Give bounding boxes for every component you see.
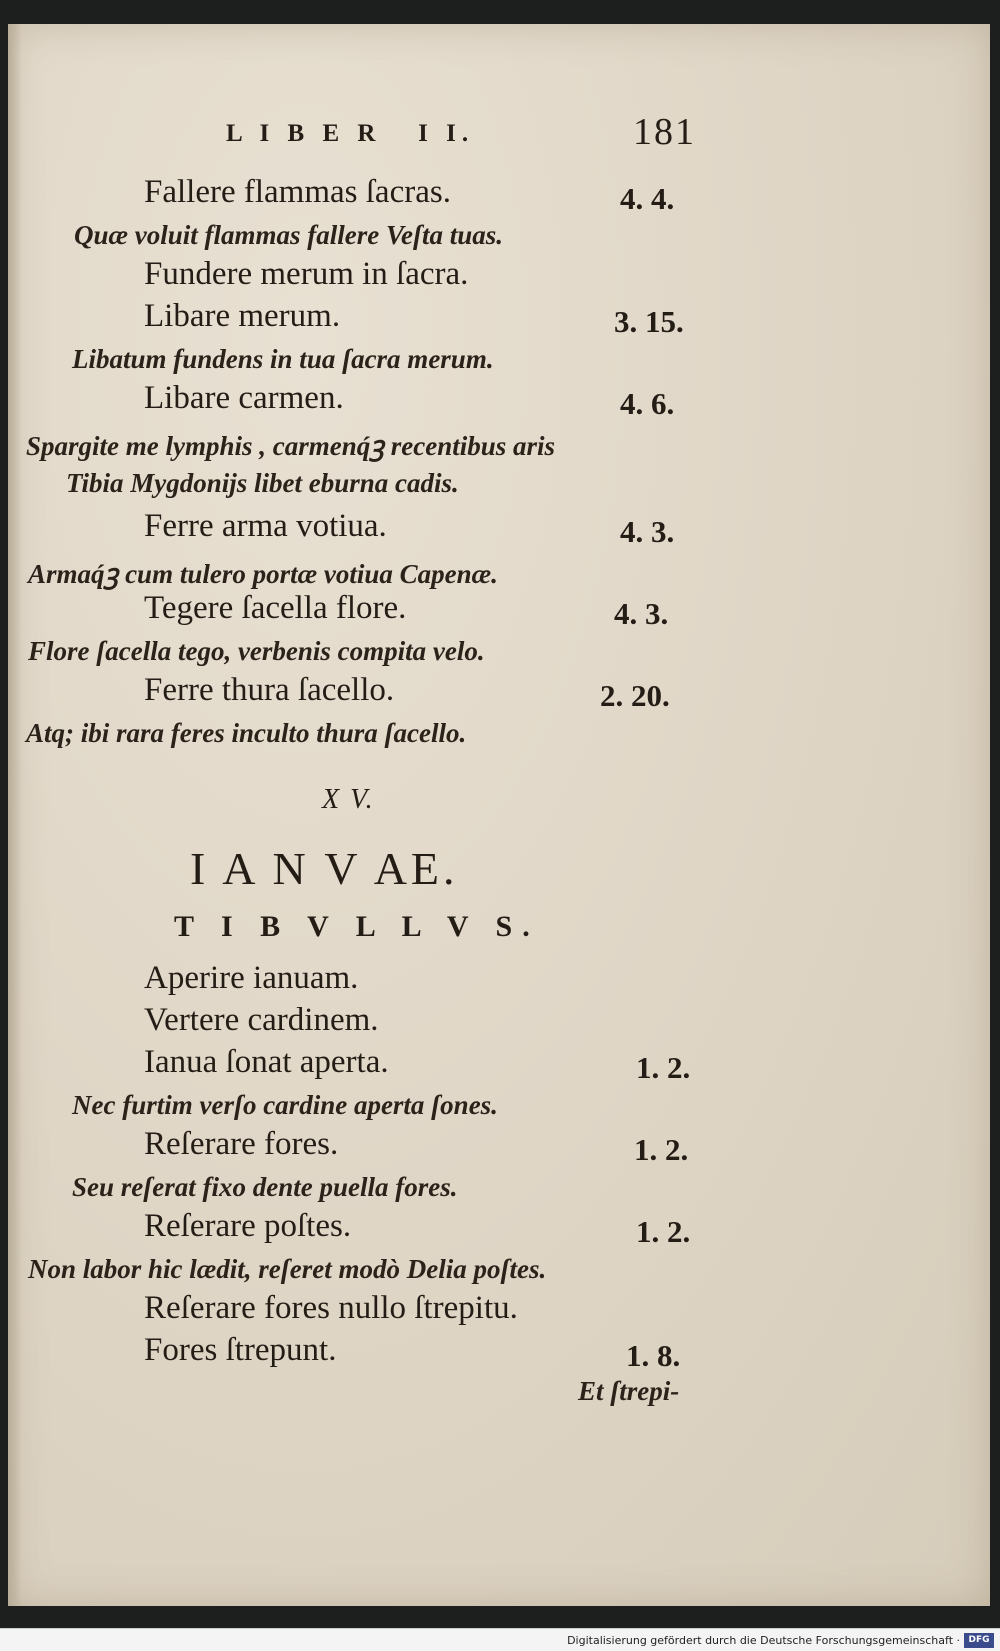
page-number: 181 [633,111,696,153]
entry-phrase: Tegere ſacella flore. [144,590,407,626]
entry-phrase: Ferre arma votiua. [144,508,387,544]
footer-attribution: Digitalisierung gefördert durch die Deutsche Forschungsgemeinschaft · [567,1634,960,1647]
entry-phrase: Aperire ianuam. [144,960,359,996]
entry-quotation: Flore ſacella tego, verbenis compita velo. [28,636,485,666]
entry-phrase: Fundere merum in ſacra. [144,256,469,292]
entry-quotation: Spargite me lymphis , carmenq́ꝫ recentibus aris [26,431,556,461]
entry-quotation: Quæ voluit flammas fallere Veſta tuas. [74,220,504,250]
entry-reference: 4. 4. [620,181,675,216]
entry-phrase: Fallere flammas ſacras. [144,174,451,210]
entry-reference: 4. 3. [620,514,675,549]
entry-reference: 1. 2. [636,1214,691,1249]
entry-quotation: Armaq́ꝫ cum tulero portæ votiua Capenæ. [28,559,498,589]
entry-phrase: Ianua ſonat aperta. [144,1044,389,1080]
entry-reference: 1. 2. [634,1132,689,1167]
entry-phrase: Reſerare fores nullo ſtrepitu. [144,1290,518,1326]
entry-phrase: Libare merum. [144,298,341,334]
section-author: T I B V L L V S. [174,910,540,943]
entry-phrase: Libare carmen. [144,380,344,416]
entry-phrase: Fores ſtrepunt. [144,1332,337,1368]
entry-reference: 2. 20. [600,678,670,713]
entry-reference: 1. 2. [636,1050,691,1085]
entry-quotation: Atq; ibi rara feres inculto thura ſacello. [26,718,467,748]
entry-phrase: Reſerare fores. [144,1126,339,1162]
entry-quotation: Seu reſerat fixo dente puella fores. [72,1172,458,1202]
entry-phrase: Ferre thura ſacello. [144,672,395,708]
entry-quotation: Libatum fundens in tua ſacra merum. [72,344,494,374]
entry-reference: 1. 8. [626,1338,681,1373]
entry-reference: 4. 6. [620,386,675,421]
section-title: I A N V AE. [190,843,459,894]
entry-reference: 3. 15. [614,304,684,339]
entry-reference: 4. 3. [614,596,669,631]
entry-quotation: Nec furtim verſo cardine aperta ſones. [72,1090,498,1120]
footer-bar [0,1628,1000,1651]
entry-phrase: Vertere cardinem. [144,1002,379,1038]
catchword: Et ſtrepi- [578,1376,680,1406]
entry-quotation: Tibia Mygdonijs libet eburna cadis. [66,468,459,498]
entry-quotation: Non labor hic lædit, reſeret modò Delia poſtes. [28,1254,547,1284]
section-number: X V. [322,784,375,815]
book-page [8,24,990,1606]
running-title: L I B E R I I. [226,120,475,147]
entry-phrase: Reſerare poſtes. [144,1208,352,1244]
dfg-logo-icon: DFG [964,1633,994,1648]
